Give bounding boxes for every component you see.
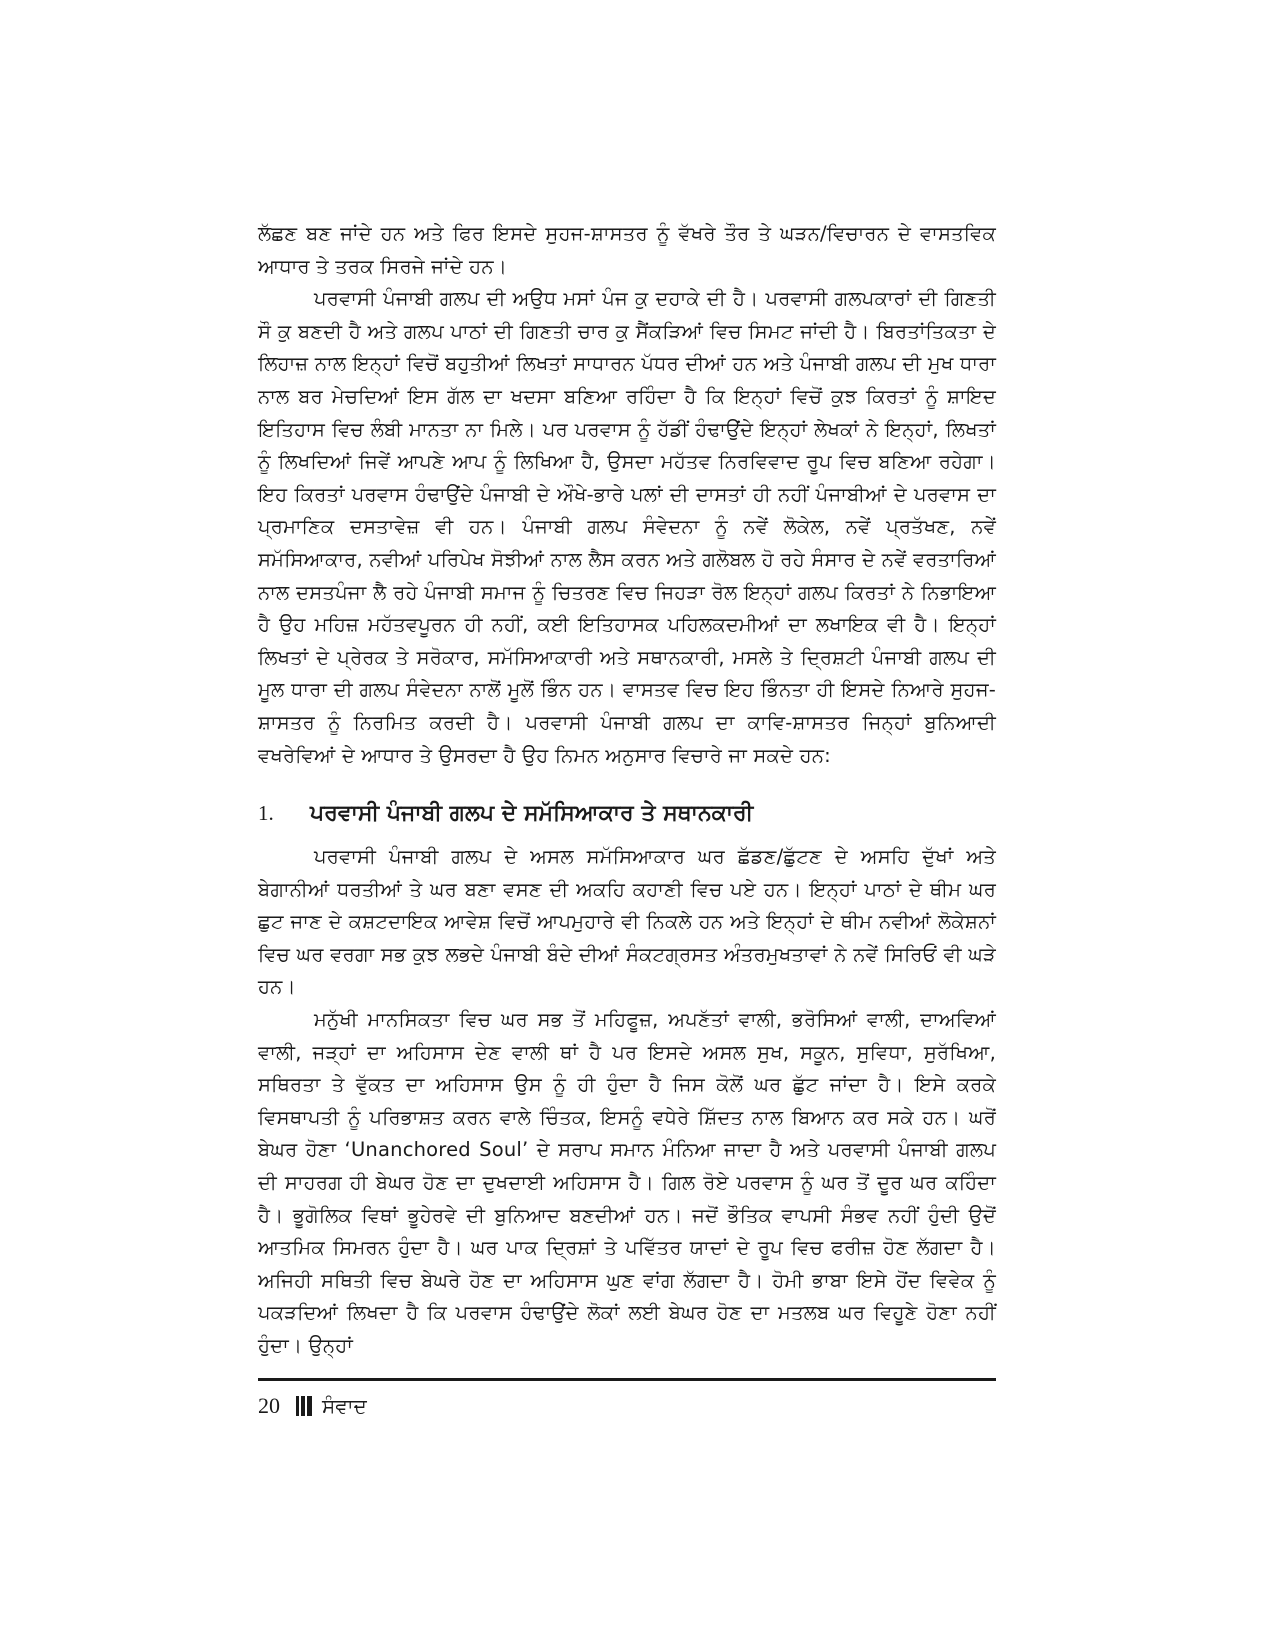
body-paragraph: ਮਨੁੱਖੀ ਮਾਨਸਿਕਤਾ ਵਿਚ ਘਰ ਸਭ ਤੋਂ ਮਹਿਫੂਜ਼, ਅਪਣੱਤਾਂ ਵਾਲੀ, ਭਰੋਸਿਆਂ ਵਾਲੀ, ਦਾਅਵਿਆਂ ਵਾਲੀ, ਜੜ੍ਹਾਂ ਦਾ ਅਹਿਸਾਸ ਦੇਣ ਵਾਲੀ ਥਾਂ ਹੈ ਪਰ ਇਸਦੇ ਅਸਲ ਸੁਖ, ਸਕੂਨ, ਸੁਵਿਧਾ, ਸੁਰੱਖਿਆ, ਸਥਿਰਤਾ ਤੇ ਵੁੱਕਤ ਦਾ ਅਹਿਸਾਸ ਉਸ ਨੂੰ ਹੀ ਹੁੰਦਾ ਹੈ ਜਿਸ ਕੋਲੋਂ ਘਰ ਛੁੱਟ ਜਾਂਦਾ ਹੈ। ਇਸੇ ਕਰਕੇ ਵਿਸਥਾਪਤੀ ਨੂੰ ਪਰਿਭਾਸ਼ਤ ਕਰਨ ਵਾਲੇ ਚਿੰਤਕ, ਇਸਨੂੰ ਵਧੇਰੇ ਸ਼ਿੱਦਤ ਨਾਲ ਬਿਆਨ ਕਰ ਸਕੇ ਹਨ। ਘਰੋਂ ਬੇਘਰ ਹੋਣਾ ‘Unanchored Soul’ ਦੇ ਸਰਾਪ ਸਮਾਨ ਮੰਨਿਆ ਜਾਦਾ ਹੈ ਅਤੇ ਪਰਵਾਸੀ ਪੰਜਾਬੀ ਗਲਪ ਦੀ ਸਾਹਰਗ ਹੀ ਬੇਘਰ ਹੋਣ ਦਾ ਦੁਖਦਾਈ ਅਹਿਸਾਸ ਹੈ। ਗਿਲ ਰੋਏ ਪਰਵਾਸ ਨੂੰ ਘਰ ਤੋਂ ਦੂਰ ਘਰ ਕਹਿੰਦਾ ਹੈ। ਭੂਗੋਲਿਕ ਵਿਥਾਂ ਭੂਹੇਰਵੇ ਦੀ ਬੁਨਿਆਦ ਬਣਦੀਆਂ ਹਨ। ਜਦੋਂ ਭੌਤਿਕ ਵਾਪਸੀ ਸੰਭਵ ਨਹੀਂ ਹੁੰਦੀ ਉਦੋਂ ਆਤਮਿਕ ਸਿਮਰਨ ਹੁੰਦਾ ਹੈ। ਘਰ ਪਾਕ ਦ੍ਰਿਸ਼ਾਂ ਤੇ ਪਵਿੱਤਰ ਯਾਦਾਂ ਦੇ ਰੂਪ ਵਿਚ ਫਰੀਜ਼ ਹੋਣ ਲੱਗਦਾ ਹੈ। ਅਜਿਹੀ ਸਥਿਤੀ ਵਿਚ ਬੇਘਰੇ ਹੋਣ ਦਾ ਅਹਿਸਾਸ ਘੁਣ ਵਾਂਗ ਲੱਗਦਾ ਹੈ। ਹੋਮੀ ਭਾਬਾ ਇਸੇ ਹੋਂਦ ਵਿਵੇਕ ਨੂੰ ਪਕੜਦਿਆਂ ਲਿਖਦਾ ਹੈ ਕਿ ਪਰਵਾਸ ਹੰਢਾਉਂਦੇ ਲੋਕਾਂ ਲਈ ਬੇਘਰ ਹੋਣ ਦਾ ਮਤਲਬ ਘਰ ਵਿਹੂਣੇ ਹੋਣਾ ਨਹੀਂ ਹੁੰਦਾ। ਉਨ੍ਹਾਂ	[258, 1008, 996, 1357]
section-heading	[258, 796, 996, 831]
footer-row	[258, 1393, 996, 1419]
three-bars-logo-icon	[296, 1396, 312, 1416]
journal-name: ਸੰਵਾਦ	[322, 1394, 367, 1418]
body-paragraph: ਪਰਵਾਸੀ ਪੰਜਾਬੀ ਗਲਪ ਦੀ ਅਉਧ ਮਸਾਂ ਪੰਜ ਕੁ ਦਹਾਕੇ ਦੀ ਹੈ। ਪਰਵਾਸੀ ਗਲਪਕਾਰਾਂ ਦੀ ਗਿਣਤੀ ਸੌ ਕੁ ਬਣਦੀ ਹੈ ਅਤੇ ਗਲਪ ਪਾਠਾਂ ਦੀ ਗਿਣਤੀ ਚਾਰ ਕੁ ਸੈਂਕੜਿਆਂ ਵਿਚ ਸਿਮਟ ਜਾਂਦੀ ਹੈ। ਬਿਰਤਾਂਤਿਕਤਾ ਦੇ ਲਿਹਾਜ਼ ਨਾਲ ਇਨ੍ਹਾਂ ਵਿਚੋਂ ਬਹੁਤੀਆਂ ਲਿਖਤਾਂ ਸਾਧਾਰਨ ਪੱਧਰ ਦੀਆਂ ਹਨ ਅਤੇ ਪੰਜਾਬੀ ਗਲਪ ਦੀ ਮੁਖ ਧਾਰਾ ਨਾਲ ਬਰ ਮੇਚਦਿਆਂ ਇਸ ਗੱਲ ਦਾ ਖਦਸਾ ਬਣਿਆ ਰਹਿੰਦਾ ਹੈ ਕਿ ਇਨ੍ਹਾਂ ਵਿਚੋਂ ਕੁਝ ਕਿਰਤਾਂ ਨੂੰ ਸ਼ਾਇਦ ਇਤਿਹਾਸ ਵਿਚ ਲੰਬੀ ਮਾਨਤਾ ਨਾ ਮਿਲੇ। ਪਰ ਪਰਵਾਸ ਨੂੰ ਹੱਡੀਂ ਹੰਢਾਉਂਦੇ ਇਨ੍ਹਾਂ ਲੇਖਕਾਂ ਨੇ ਇਨ੍ਹਾਂ, ਲਿਖਤਾਂ ਨੂੰ ਲਿਖਦਿਆਂ ਜਿਵੇਂ ਆਪਣੇ ਆਪ ਨੂੰ ਲਿਖਿਆ ਹੈ, ਉਸਦਾ ਮਹੱਤਵ ਨਿਰਵਿਵਾਦ ਰੂਪ ਵਿਚ ਬਣਿਆ ਰਹੇਗਾ। ਇਹ ਕਿਰਤਾਂ ਪਰਵਾਸ ਹੰਢਾਉਂਦੇ ਪੰਜਾਬੀ ਦੇ ਔਖੇ-ਭਾਰੇ ਪਲਾਂ ਦੀ ਦਾਸਤਾਂ ਹੀ ਨਹੀਂ ਪੰਜਾਬੀਆਂ ਦੇ ਪਰਵਾਸ ਦਾ ਪ੍ਰਮਾਣਿਕ ਦਸਤਾਵੇਜ਼ ਵੀ ਹਨ। ਪੰਜਾਬੀ ਗਲਪ ਸੰਵੇਦਨਾ ਨੂੰ ਨਵੇਂ ਲੋਕੇਲ, ਨਵੇਂ ਪ੍ਰਤੱਖਣ, ਨਵੇਂ ਸਮੱਸਿਆਕਾਰ, ਨਵੀਆਂ ਪਰਿਪੇਖ ਸੋਝੀਆਂ ਨਾਲ ਲੈਸ ਕਰਨ ਅਤੇ ਗਲੋਬਲ ਹੋ ਰਹੇ ਸੰਸਾਰ ਦੇ ਨਵੇਂ ਵਰਤਾਰਿਆਂ ਨਾਲ ਦਸਤਪੰਜਾ ਲੈ ਰਹੇ ਪੰਜਾਬੀ ਸਮਾਜ ਨੂੰ ਚਿਤਰਣ ਵਿਚ ਜਿਹੜਾ ਰੋਲ ਇਨ੍ਹਾਂ ਗਲਪ ਕਿਰਤਾਂ ਨੇ ਨਿਭਾਇਆ ਹੈ ਉਹ ਮਹਿਜ਼ ਮਹੱਤਵਪੂਰਨ ਹੀ ਨਹੀਂ, ਕਈ ਇਤਿਹਾਸਕ ਪਹਿਲਕਦਮੀਆਂ ਦਾ ਲਖਾਇਕ ਵੀ ਹੈ। ਇਨ੍ਹਾਂ ਲਿਖਤਾਂ ਦੇ ਪ੍ਰੇਰਕ ਤੇ ਸਰੋਕਾਰ, ਸਮੱਸਿਆਕਾਰੀ ਅਤੇ ਸਥਾਨਕਾਰੀ, ਮਸਲੇ ਤੇ ਦ੍ਰਿਸ਼ਟੀ ਪੰਜਾਬੀ ਗਲਪ ਦੀ ਮੂਲ ਧਾਰਾ ਦੀ ਗਲਪ ਸੰਵੇਦਨਾ ਨਾਲੋਂ ਮੂਲੋਂ ਭਿੰਨ ਹਨ। ਵਾਸਤਵ ਵਿਚ ਇਹ ਭਿੰਨਤਾ ਹੀ ਇਸਦੇ ਨਿਆਰੇ ਸੁਹਜ-ਸ਼ਾਸਤਰ ਨੂੰ ਨਿਰਮਿਤ ਕਰਦੀ ਹੈ। ਪਰਵਾਸੀ ਪੰਜਾਬੀ ਗਲਪ ਦਾ ਕਾਵਿ-ਸ਼ਾਸਤਰ ਜਿਨ੍ਹਾਂ ਬੁਨਿਆਦੀ ਵਖਰੇਵਿਆਂ ਦੇ ਆਧਾਰ ਤੇ ਉਸਰਦਾ ਹੈ ਉਹ ਨਿਮਨ ਅਨੁਸਾਰ ਵਿਚਾਰੇ ਜਾ ਸਕਦੇ ਹਨ:	[258, 287, 996, 767]
body-paragraph: ਲੱਛਣ ਬਣ ਜਾਂਦੇ ਹਨ ਅਤੇ ਫਿਰ ਇਸਦੇ ਸੁਹਜ-ਸ਼ਾਸਤਰ ਨੂੰ ਵੱਖਰੇ ਤੌਰ ਤੇ ਘੜਨ/ਵਿਚਾਰਨ ਦੇ ਵਾਸਤਵਿਕ ਆਧਾਰ ਤੇ ਤਰਕ ਸਿਰਜੇ ਜਾਂਦੇ ਹਨ।	[258, 222, 996, 278]
footer-divider	[258, 1378, 996, 1381]
section-number: 1.	[258, 801, 274, 826]
section-title: ਪਰਵਾਸੀ ਪੰਜਾਬੀ ਗਲਪ ਦੇ ਸਮੱਸਿਆਕਾਰ ਤੇ ਸਥਾਨਕਾਰੀ	[310, 801, 754, 827]
body-paragraph: ਪਰਵਾਸੀ ਪੰਜਾਬੀ ਗਲਪ ਦੇ ਅਸਲ ਸਮੱਸਿਆਕਾਰ ਘਰ ਛੱਡਣ/ਛੁੱਟਣ ਦੇ ਅਸਹਿ ਦੁੱਖਾਂ ਅਤੇ ਬੇਗਾਨੀਆਂ ਧਰਤੀਆਂ ਤੇ ਘਰ ਬਣਾ ਵਸਣ ਦੀ ਅਕਹਿ ਕਹਾਣੀ ਵਿਚ ਪਏ ਹਨ। ਇਨ੍ਹਾਂ ਪਾਠਾਂ ਦੇ ਥੀਮ ਘਰ ਛੁਟ ਜਾਣ ਦੇ ਕਸ਼ਟਦਾਇਕ ਆਵੇਸ਼ ਵਿਚੋਂ ਆਪਮੁਹਾਰੇ ਵੀ ਨਿਕਲੇ ਹਨ ਅਤੇ ਇਨ੍ਹਾਂ ਦੇ ਥੀਮ ਨਵੀਆਂ ਲੋਕੇਸ਼ਨਾਂ ਵਿਚ ਘਰ ਵਰਗਾ ਸਭ ਕੁਝ ਲਭਦੇ ਪੰਜਾਬੀ ਬੰਦੇ ਦੀਆਂ ਸੰਕਟਗ੍ਰਸਤ ਅੰਤਰਮੁਖਤਾਵਾਂ ਨੇ ਨਵੇਂ ਸਿਰਿਓਂ ਵੀ ਘੜੇ ਹਨ।	[258, 845, 996, 999]
page-footer	[258, 1378, 996, 1419]
page-body	[258, 218, 996, 1363]
page-number: 20	[258, 1393, 280, 1418]
